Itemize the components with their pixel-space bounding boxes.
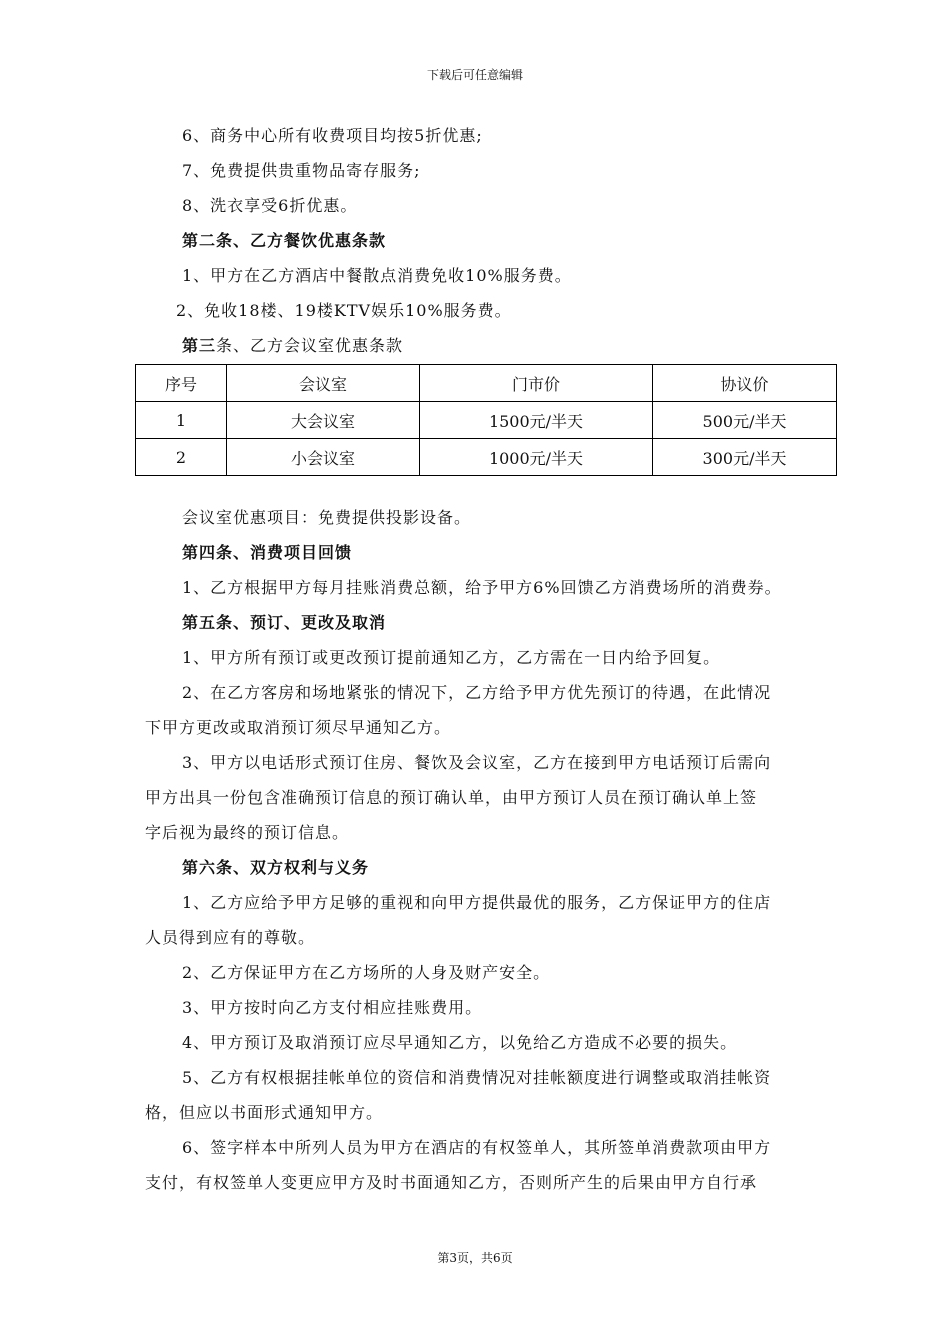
section-title: 第四条、消费项目回馈 bbox=[182, 543, 353, 562]
section-title: 第五条、预订、更改及取消 bbox=[182, 613, 387, 632]
clause-line: 5、乙方有权根据挂帐单位的资信和消费情况对挂帐额度进行调整或取消挂帐资 bbox=[182, 1068, 772, 1087]
table-header-cell: 协议价 bbox=[653, 365, 837, 402]
table-row bbox=[136, 402, 837, 439]
clause-line: 会议室优惠项目：免费提供投影设备。 bbox=[182, 508, 472, 527]
section-title bbox=[145, 328, 847, 363]
table-row bbox=[136, 439, 837, 476]
table-cell: 1 bbox=[136, 402, 227, 439]
clause-line: 6、商务中心所有收费项目均按5折优惠; bbox=[182, 126, 483, 145]
clause-line: 甲方出具一份包含准确预订信息的预订确认单，由甲方预订人员在预订确认单上签 bbox=[145, 788, 758, 807]
clause-line: 7、免费提供贵重物品寄存服务; bbox=[182, 161, 421, 180]
table-cell: 1500元/半天 bbox=[420, 402, 653, 439]
table-cell: 2 bbox=[136, 439, 227, 476]
table-cell: 大会议室 bbox=[227, 402, 420, 439]
section-title-rest: 条、乙方会议室优惠条款 bbox=[216, 336, 404, 355]
clause-line: 8、洗衣享受6折优惠。 bbox=[182, 196, 358, 215]
table-header-row bbox=[136, 365, 837, 402]
table-header-cell: 门市价 bbox=[420, 365, 653, 402]
page-footer: 第3页，共6页 bbox=[437, 1251, 513, 1265]
meeting-room-table bbox=[135, 364, 837, 476]
table-cell: 小会议室 bbox=[227, 439, 420, 476]
section-title-bold: 第三 bbox=[182, 336, 217, 355]
clause-line: 支付，有权签单人变更应甲方及时书面通知乙方，否则所产生的后果由甲方自行承 bbox=[145, 1173, 758, 1192]
clause-line: 1、甲方在乙方酒店中餐散点消费免收10%服务费。 bbox=[182, 266, 572, 285]
table-header-cell: 序号 bbox=[136, 365, 227, 402]
section-title: 第二条、乙方餐饮优惠条款 bbox=[182, 231, 387, 250]
clause-line: 格，但应以书面形式通知甲方。 bbox=[145, 1103, 384, 1122]
table-header-cell: 会议室 bbox=[227, 365, 420, 402]
clause-line: 1、乙方根据甲方每月挂账消费总额，给予甲方6%回馈乙方消费场所的消费券。 bbox=[182, 578, 782, 597]
clause-line: 6、签字样本中所列人员为甲方在酒店的有权签单人，其所签单消费款项由甲方 bbox=[182, 1138, 772, 1157]
clause-line: 2、乙方保证甲方在乙方场所的人身及财产安全。 bbox=[182, 963, 551, 982]
clause-line: 3、甲方按时向乙方支付相应挂账费用。 bbox=[182, 998, 483, 1017]
clause-line: 3、甲方以电话形式预订住房、餐饮及会议室，乙方在接到甲方电话预订后需向 bbox=[182, 753, 772, 772]
clause-line: 人员得到应有的尊敬。 bbox=[145, 928, 316, 947]
clause-line: 2、免收18楼、19楼KTV娱乐10%服务费。 bbox=[176, 301, 512, 320]
table-cell: 500元/半天 bbox=[653, 402, 837, 439]
page-header: 下载后可任意编辑 bbox=[426, 68, 523, 82]
clause-line: 4、甲方预订及取消预订应尽早通知乙方，以免给乙方造成不必要的损失。 bbox=[182, 1033, 738, 1052]
document-body bbox=[145, 118, 847, 1200]
clause-line: 1、乙方应给予甲方足够的重视和向甲方提供最优的服务，乙方保证甲方的住店 bbox=[182, 893, 772, 912]
clause-line: 1、甲方所有预订或更改预订提前通知乙方，乙方需在一日内给予回复。 bbox=[182, 648, 721, 667]
clause-line: 2、在乙方客房和场地紧张的情况下，乙方给予甲方优先预订的待遇，在此情况 bbox=[182, 683, 772, 702]
clause-line: 字后视为最终的预订信息。 bbox=[145, 823, 350, 842]
table-cell: 1000元/半天 bbox=[420, 439, 653, 476]
section-title: 第六条、双方权利与义务 bbox=[182, 858, 370, 877]
clause-line: 下甲方更改或取消预订须尽早通知乙方。 bbox=[145, 718, 452, 737]
table-cell: 300元/半天 bbox=[653, 439, 837, 476]
